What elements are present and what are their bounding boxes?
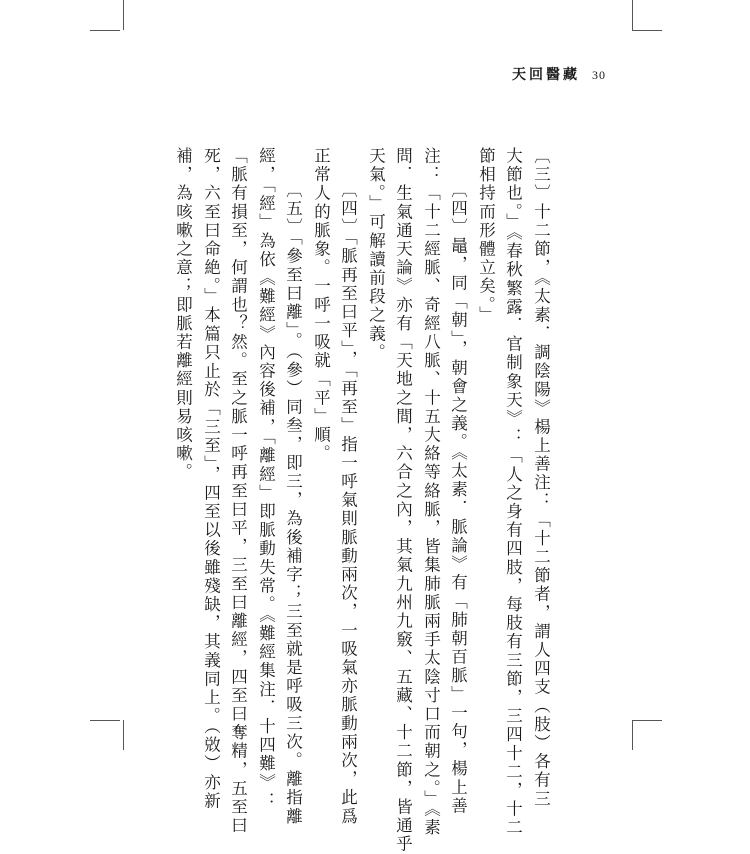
text-column: 注：「十二經脈、奇經八脈、十五大絡等絡脈，皆集肺脈兩手太陰寸口而朝之。」《素 <box>421 147 441 838</box>
crop-mark <box>90 30 120 31</box>
text-column: 〔四〕「脈再至曰平」，「再至」指一呼氣則脈動兩次，一吸氣亦脈動兩次，此爲 <box>338 181 358 826</box>
crop-mark <box>632 720 633 750</box>
text-column: 〔三〕十二節，《太素．調陰陽》楊上善注：「十二節者，謂人四支（肢）各有三 <box>531 147 551 809</box>
crop-mark <box>632 30 662 31</box>
text-column: 〔四〕鼂，同「朝」，朝會之義。《太素．脈論》有「肺朝百脈」一句，楊上善 <box>448 181 468 816</box>
text-column: 〔五〕「參至曰離」。（參）同叁，即三，為後補字；三至就是呼吸三次。離指離 <box>283 181 303 826</box>
crop-mark <box>123 0 124 30</box>
text-column: 問．生氣通天論》亦有「天地之間，六合之內，其氣九州九竅、五藏、十二節，皆通乎 <box>393 147 413 854</box>
text-column: 「脈有損至，何謂也？然。至之脈一呼再至曰平，三至曰離經，四至曰奪精，五至曰 <box>228 147 248 836</box>
text-column: 經，「經」為依《難經》內容後補，「離經」即脈動失常。《難經集注．十四難》： <box>256 147 276 811</box>
text-column: 節相持而形體立矣。」 <box>476 147 496 325</box>
text-column: 死，六至曰命絶。」本篇只止於「三至」，四至以後雖殘缺，其義同上。（敚）亦新 <box>201 147 221 811</box>
running-header <box>512 64 606 84</box>
text-column: 天氣。」可解讀前段之義。 <box>366 147 386 362</box>
crop-mark <box>632 0 633 30</box>
text-column: 大節也。」《春秋繁露．官制象天》：「人之身有四肢，每肢有三節，三四十二，十二 <box>503 147 523 838</box>
book-title: 天回醫藏 <box>512 67 580 83</box>
text-column: 正常人的脈象。一呼一吸就「平」順。 <box>311 147 331 464</box>
crop-mark <box>90 720 120 721</box>
crop-mark <box>123 720 124 750</box>
page-number: 30 <box>592 68 606 82</box>
text-column: 補，為咳嗽之意；即脈若離經則易咳嗽。 <box>173 147 193 482</box>
crop-mark <box>632 720 662 721</box>
